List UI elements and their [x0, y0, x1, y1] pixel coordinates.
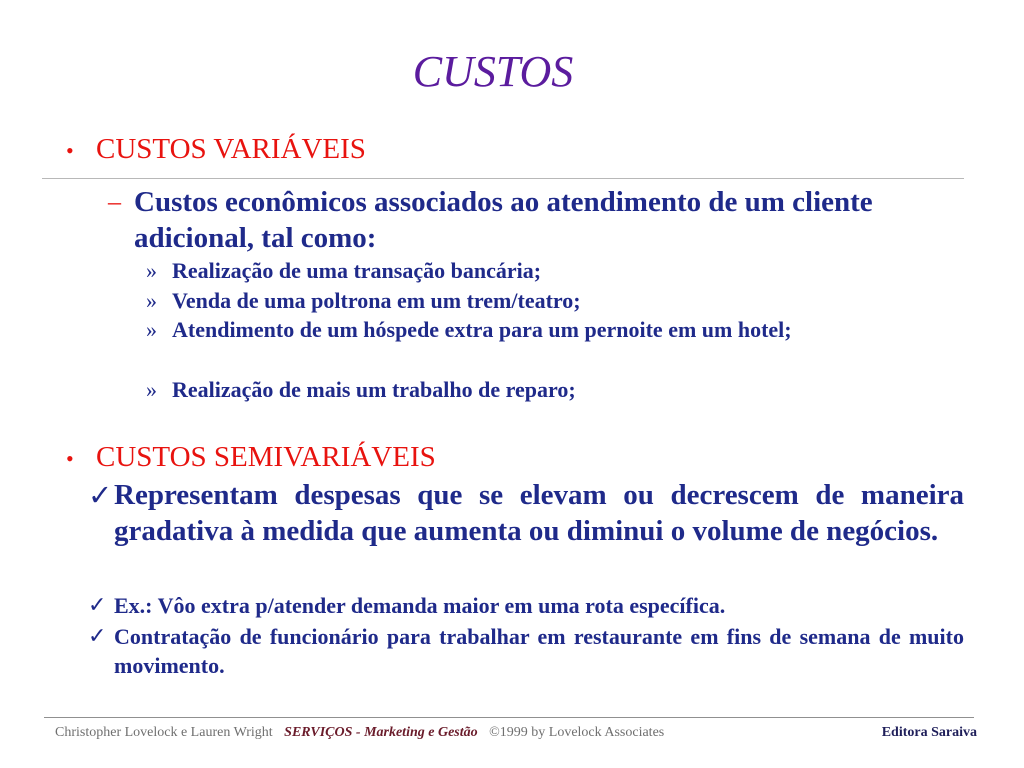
check-icon: ✓ — [88, 478, 113, 512]
example-item — [146, 375, 964, 404]
example-item — [146, 315, 964, 344]
example-text: Atendimento de um hóspede extra para um pernoite em um hotel; — [172, 317, 792, 342]
check-item — [88, 477, 964, 549]
check-item-text: Ex.: Vôo extra p/atender demanda maior em uma rota específica. — [114, 593, 726, 618]
raquo-icon: » — [146, 258, 157, 283]
bullet-icon: • — [66, 446, 74, 471]
check-icon: ✓ — [88, 593, 107, 618]
example-item — [146, 256, 964, 285]
check-item — [88, 622, 964, 680]
bullet-icon: • — [66, 138, 74, 163]
section-heading-variaveis — [66, 132, 366, 168]
footer-publisher: Editora Saraiva — [881, 725, 977, 740]
footer-authors: Christopher Lovelock e Lauren Wright — [55, 725, 273, 740]
section1-point — [108, 184, 964, 256]
check-icon: ✓ — [88, 624, 107, 649]
section-heading-semivariaveis — [66, 440, 436, 476]
check-item-text: Representam despesas que se elevam ou decrescem de maneira gradativa à medida que aumenta ou diminui o volume de negócios. — [114, 479, 964, 547]
dash-icon: – — [108, 187, 121, 216]
section-heading-text: CUSTOS SEMIVARIÁVEIS — [96, 441, 436, 473]
footer — [55, 724, 977, 742]
raquo-icon: » — [146, 317, 157, 342]
check-item — [88, 591, 964, 620]
example-text: Realização de mais um trabalho de reparo; — [172, 377, 576, 402]
example-text: Venda de uma poltrona em um trem/teatro; — [172, 288, 581, 313]
slide-title: CUSTOS — [412, 47, 574, 96]
footer-divider — [44, 717, 974, 718]
example-item — [146, 286, 964, 315]
example-text: Realização de uma transação bancária; — [172, 258, 542, 283]
section-heading-text: CUSTOS VARIÁVEIS — [96, 133, 366, 165]
raquo-icon: » — [146, 377, 157, 402]
raquo-icon: » — [146, 288, 157, 313]
section1-point-text: Custos econômicos associados ao atendimento de um cliente adicional, tal como: — [134, 186, 873, 254]
footer-copyright: ©1999 by Lovelock Associates — [489, 725, 665, 740]
check-item-text: Contratação de funcionário para trabalhar em restaurante em fins de semana de muito movimento. — [114, 624, 964, 678]
divider — [42, 178, 964, 179]
footer-book-title: SERVIÇOS - Marketing e Gestão — [284, 725, 478, 740]
